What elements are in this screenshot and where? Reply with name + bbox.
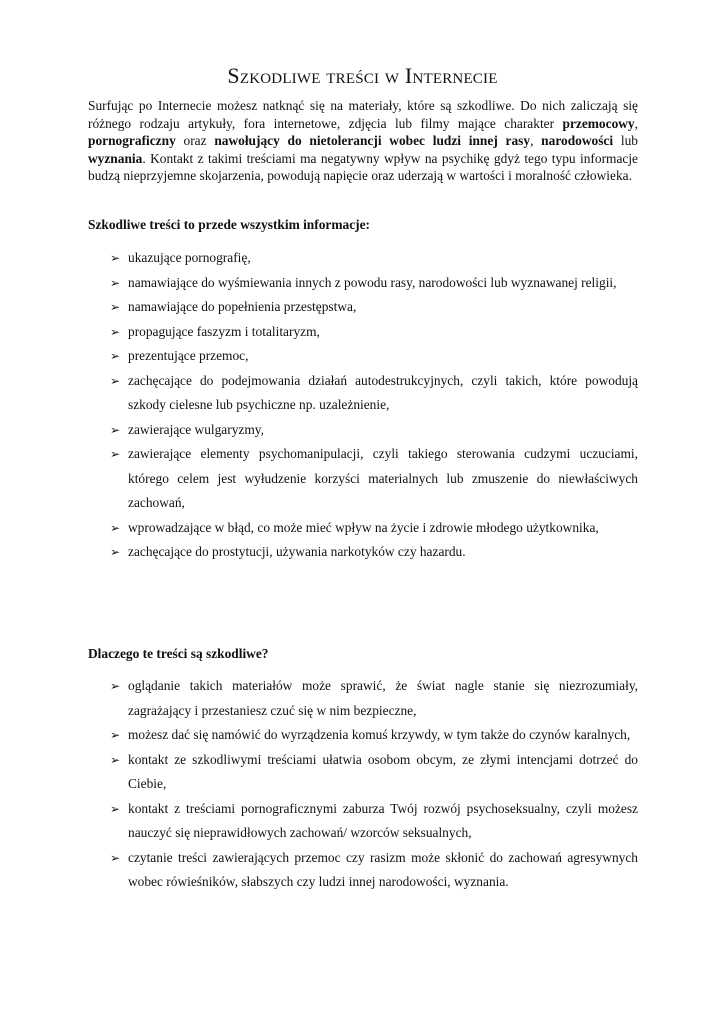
list-item	[88, 295, 638, 320]
intro-text: ,	[634, 115, 638, 131]
intro-paragraph	[88, 97, 638, 185]
intro-text: oraz	[175, 133, 215, 149]
arrow-bullet-icon: ➢	[109, 373, 121, 388]
intro-bold-text: nawołujący do nietolerancji wobec ludzi innej rasy	[214, 133, 531, 149]
list-item	[88, 246, 638, 271]
list-item	[88, 369, 638, 418]
intro-bold-text: przemocowy	[562, 115, 635, 131]
page-title: Szkodliwe treści w Internecie	[227, 62, 498, 88]
list-item-text: oglądanie takich materiałów może sprawić, że świat nagle stanie się niezrozumiały, zagrażający i przestaniesz czuć się w nim bezpieczne,	[128, 678, 638, 718]
harmful-content-list	[88, 246, 638, 565]
list-item-text: możesz dać się namówić do wyrządzenia komuś krzywdy, w tym także do czynów karalnych,	[128, 727, 631, 742]
arrow-bullet-icon: ➢	[109, 752, 121, 767]
intro-bold-text: wyznania	[88, 150, 143, 166]
list-item-text: kontakt ze szkodliwymi treściami ułatwia osobom obcym, ze złymi intencjami dotrzeć do Ciebie,	[128, 751, 638, 791]
section-heading-harmful-content: Szkodliwe treści to przede wszystkim informacje:	[88, 217, 371, 232]
arrow-bullet-icon: ➢	[109, 300, 121, 314]
list-item-text: prezentujące przemoc,	[128, 348, 249, 363]
list-item-text: zawierające elementy psychomanipulacji, czyli takiego sterowania cudzymi uczuciami, którego celem jest wyłudzenie korzyści materialnych lub zmuszenie do niewłaściwych zachowań,	[128, 446, 638, 510]
arrow-bullet-icon: ➢	[109, 801, 121, 816]
list-item	[88, 674, 638, 723]
list-item	[88, 344, 638, 369]
list-item	[88, 516, 638, 541]
list-item	[88, 748, 638, 797]
intro-text: . Kontakt z takimi treściami ma negatywny wpływ na psychikę gdyż tego typu informacje budzą nieprzyjemne skojarzenia, powodują napięcie oraz uderzają w wartości i moralność człowieka.	[88, 150, 638, 184]
arrow-bullet-icon: ➢	[109, 251, 121, 265]
arrow-bullet-icon: ➢	[109, 850, 121, 865]
arrow-bullet-icon: ➢	[109, 324, 121, 339]
arrow-bullet-icon: ➢	[109, 545, 121, 559]
list-item	[88, 797, 638, 846]
list-item	[88, 320, 638, 345]
list-item-text: kontakt z treściami pornograficznymi zaburza Twój rozwój psychoseksualny, czyli możesz nauczyć się nieprawidłowych zachowań/ wzorców seksualnych,	[128, 800, 638, 840]
intro-bold-text: pornograficzny	[88, 133, 176, 149]
intro-text: ,	[530, 133, 542, 149]
arrow-bullet-icon: ➢	[109, 679, 121, 693]
list-item-text: zachęcające do prostytucji, używania narkotyków czy hazardu.	[128, 544, 466, 559]
intro-bold-text: narodowości	[541, 133, 614, 149]
list-item-text: propagujące faszyzm i totalitaryzm,	[128, 323, 320, 339]
list-item	[88, 418, 638, 443]
list-item-text: zawierające wulgaryzmy,	[128, 421, 264, 437]
list-item	[88, 442, 638, 516]
arrow-bullet-icon: ➢	[109, 447, 121, 461]
arrow-bullet-icon: ➢	[109, 349, 121, 363]
list-item	[88, 846, 638, 895]
arrow-bullet-icon: ➢	[109, 728, 121, 742]
list-item-text: czytanie treści zawierających przemoc czy rasizm może skłonić do zachowań agresywnych wobec rówieśników, słabszych czy ludzi innej narodowości, wyznania.	[128, 849, 638, 889]
why-harmful-list	[88, 674, 638, 895]
list-item-text: zachęcające do podejmowania działań autodestrukcyjnych, czyli takich, które powodują szkody cielesne lub psychiczne np. uzależnienie,	[128, 372, 638, 412]
arrow-bullet-icon: ➢	[109, 422, 121, 437]
list-item	[88, 271, 638, 296]
list-item-text: wprowadzające w błąd, co może mieć wpływ na życie i zdrowie młodego użytkownika,	[128, 519, 599, 535]
intro-text: Surfując po Internecie możesz natknąć się na materiały, które są szkodliwe. Do nich zaliczają się różnego rodzaju artykuły, fora internetowe, zdjęcia lub filmy mające charakter	[88, 98, 638, 131]
intro-text: lub	[613, 133, 638, 149]
list-item	[88, 540, 638, 565]
arrow-bullet-icon: ➢	[109, 275, 121, 290]
section-heading-why-harmful: Dlaczego te treści są szkodliwe?	[88, 646, 269, 661]
list-item-text: ukazujące pornografię,	[128, 250, 251, 265]
list-item-text: namawiające do popełnienia przestępstwa,	[128, 299, 357, 314]
list-item	[88, 723, 638, 748]
arrow-bullet-icon: ➢	[109, 520, 121, 535]
list-item-text: namawiające do wyśmiewania innych z powodu rasy, narodowości lub wyznawanej religii,	[128, 274, 617, 290]
